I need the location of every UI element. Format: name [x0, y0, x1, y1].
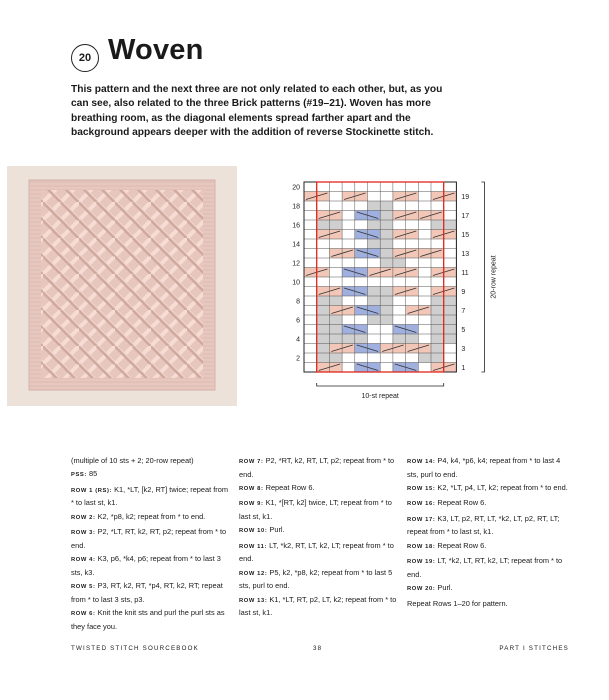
instruction-text: Purl.: [267, 525, 285, 535]
instruction-line: [239, 524, 399, 538]
row-label: ROW 16:: [407, 501, 436, 508]
instruction-text: Purl.: [435, 583, 453, 593]
instruction-text: Repeat Rows 1–20 for pattern.: [407, 598, 508, 608]
instruction-text: P5, k2, *p8, k2; repeat from * to last 5 sts, purl to end.: [239, 567, 393, 591]
chart-row-label: 3: [461, 346, 466, 354]
instruction-text: P3, RT, k2, RT, *p4, RT, k2, RT; repeat from * to last 3 sts, p3.: [71, 581, 223, 604]
chart-row-label: 7: [461, 308, 466, 316]
instructions-column-3: [407, 455, 572, 611]
row-label: ROW 3:: [71, 530, 96, 537]
row-label: ROW 15:: [407, 485, 436, 492]
chart-purl-cell: [444, 334, 457, 344]
instruction-line: [71, 468, 231, 482]
chart-purl-cell: [431, 353, 444, 363]
chart-row-label: 12: [292, 260, 300, 268]
row-label: ROW 8:: [239, 485, 264, 492]
knitted-swatch-photo: [7, 166, 237, 406]
instruction-text: K2, *p8, k2; repeat from * to end.: [95, 511, 206, 521]
chart-purl-cell: [380, 239, 393, 249]
instruction-line: [407, 598, 572, 610]
row-label: ROW 20:: [407, 586, 436, 593]
chart-purl-cell: [380, 258, 393, 268]
instruction-text: K3, LT, p2, RT, LT, *k2, LT, p2, RT, LT; repeat from * to last st, k1.: [407, 513, 560, 537]
chart-row-label: 8: [296, 298, 300, 306]
chart-purl-cell: [368, 287, 381, 297]
row-label: ROW 11:: [239, 543, 268, 550]
instruction-text: P2, *RT, k2, RT, LT, p2; repeat from * to end.: [239, 456, 395, 479]
chart-purl-cell: [393, 258, 406, 268]
chart-purl-cell: [380, 211, 393, 221]
chart-purl-cell: [431, 306, 444, 316]
footer-page-number: 38: [313, 645, 323, 652]
instruction-line: [239, 594, 399, 619]
chart-purl-cell: [368, 220, 381, 230]
chart-purl-cell: [342, 334, 355, 344]
instruction-text: Knit the knit sts and purl the purl sts as they face you.: [71, 608, 225, 631]
instruction-line: [407, 513, 572, 538]
footer-section: PART I STITCHES: [499, 645, 569, 652]
chart-row-label: 18: [292, 203, 300, 211]
instruction-text: Repeat Row 6.: [263, 482, 315, 492]
chart-purl-cell: [317, 306, 330, 316]
chart-purl-cell: [317, 220, 330, 230]
chart-purl-cell: [431, 296, 444, 306]
chart-purl-cell: [380, 315, 393, 325]
stitch-chart: [280, 174, 530, 409]
vertical-repeat-label: 20-row repeat: [490, 255, 498, 299]
instruction-text: Repeat Row 6.: [435, 498, 487, 508]
instruction-text: P4, k4, *p6, k4; repeat from * to last 4 sts, purl to end.: [407, 456, 561, 479]
chart-purl-cell: [406, 334, 419, 344]
chart-purl-cell: [317, 315, 330, 325]
chart-purl-cell: [380, 201, 393, 211]
instruction-line: [239, 455, 399, 480]
chart-purl-cell: [431, 220, 444, 230]
chart-purl-cell: [380, 220, 393, 230]
chart-purl-cell: [317, 325, 330, 335]
chart-purl-cell: [329, 334, 342, 344]
chart-row-label: 2: [296, 355, 300, 363]
row-label: ROW 1 (RS):: [71, 487, 113, 494]
instruction-line: [239, 567, 399, 592]
horizontal-repeat-bracket: [317, 383, 444, 386]
chart-purl-cell: [329, 296, 342, 306]
instruction-line: [407, 455, 572, 480]
chart-purl-cell: [380, 287, 393, 297]
row-label: ROW 12:: [239, 570, 268, 577]
chart-purl-cell: [444, 306, 457, 316]
instruction-text: K1, *LT, RT, p2, LT, k2; repeat from * to last st, k1.: [239, 594, 397, 618]
footer-book-title: TWISTED STITCH SOURCEBOOK: [71, 645, 199, 652]
instruction-text: P2, *LT, RT, k2, RT, p2; repeat from * to end.: [71, 527, 227, 550]
chart-purl-cell: [368, 201, 381, 211]
intro-paragraph: This pattern and the next three are not only related to each other, but, as you can see, also related to the three Brick patterns (#19–21). Woven has more breathing room, as the diagonal elements spread farther apart and the background appears deeper with the addition of reverse Stockinette stitch.: [71, 84, 443, 139]
row-label: ROW 18:: [407, 543, 436, 550]
instructions-column-1: [71, 455, 231, 634]
chart-purl-cell: [380, 296, 393, 306]
instruction-line: [239, 497, 399, 522]
instruction-line: [407, 555, 572, 580]
chart-row-label: 14: [292, 241, 300, 249]
row-label: ROW 2:: [71, 514, 96, 521]
chart-row-label: 4: [296, 336, 300, 344]
chart-purl-cell: [380, 249, 393, 259]
chart-purl-cell: [368, 296, 381, 306]
chart-row-label: 13: [461, 251, 470, 259]
chart-purl-cell: [444, 296, 457, 306]
chart-purl-cell: [317, 353, 330, 363]
instruction-text: Repeat Row 6.: [435, 540, 487, 550]
instruction-text: LT, *k2, LT, RT, k2, LT; repeat from * to end.: [407, 556, 563, 579]
chart-purl-cell: [317, 296, 330, 306]
instruction-line: [71, 580, 231, 605]
row-label: PSS:: [71, 472, 87, 479]
instruction-line: [407, 582, 572, 596]
instruction-line: [71, 526, 231, 551]
instruction-line: [407, 540, 572, 554]
chart-row-label: 5: [461, 327, 466, 335]
instruction-line: [239, 540, 399, 565]
chart-purl-cell: [368, 315, 381, 325]
chart-purl-cell: [329, 353, 342, 363]
chart-purl-cell: [418, 353, 431, 363]
chart-purl-cell: [431, 334, 444, 344]
horizontal-repeat-label: 10-st repeat: [361, 393, 399, 400]
chart-purl-cell: [431, 344, 444, 354]
instruction-line: [407, 497, 572, 511]
chart-row-label: 9: [461, 289, 466, 297]
instruction-text: 85: [86, 469, 98, 479]
row-label: ROW 5:: [71, 584, 96, 591]
instruction-line: [71, 607, 231, 632]
chart-row-label: 20: [292, 184, 300, 192]
chart-row-label: 6: [296, 317, 300, 325]
pattern-number-badge: 20: [71, 44, 99, 72]
chart-row-label: 10: [292, 279, 300, 287]
row-label: ROW 13:: [239, 597, 268, 604]
instruction-line: [71, 455, 231, 467]
chart-purl-cell: [317, 334, 330, 344]
instruction-text: K1, *LT, [k2, RT] twice; repeat from * to last st, k1.: [71, 484, 229, 508]
chart-purl-cell: [431, 315, 444, 325]
chart-row-label: 19: [461, 194, 470, 202]
vertical-repeat-bracket: [481, 182, 484, 372]
row-label: ROW 10:: [239, 528, 268, 535]
chart-purl-cell: [368, 239, 381, 249]
chart-row-label: 16: [292, 222, 300, 230]
instruction-line: [71, 484, 231, 509]
chart-purl-cell: [380, 230, 393, 240]
instruction-line: [407, 482, 572, 496]
chart-row-label: 17: [461, 213, 470, 221]
instruction-line: [71, 511, 231, 525]
chart-purl-cell: [444, 325, 457, 335]
chart-row-label: 15: [461, 232, 470, 240]
chart-purl-cell: [444, 220, 457, 230]
chart-purl-cell: [329, 325, 342, 335]
chart-row-label: 11: [461, 270, 469, 278]
chart-row-label: 1: [461, 365, 466, 373]
chart-purl-cell: [355, 334, 368, 344]
instruction-text: K1, *[RT, k2] twice, LT; repeat from * to last st, k1.: [239, 498, 392, 521]
instruction-line: [71, 553, 231, 578]
row-label: ROW 6:: [71, 611, 96, 618]
row-label: ROW 7:: [239, 459, 264, 465]
chart-purl-cell: [393, 334, 406, 344]
row-label: ROW 17:: [407, 516, 436, 523]
instruction-line: [239, 482, 399, 496]
chart-purl-cell: [329, 220, 342, 230]
instructions-column-2: [239, 455, 399, 621]
row-label: ROW 9:: [239, 501, 264, 508]
row-label: ROW 14:: [407, 459, 436, 465]
instruction-text: (multiple of 10 sts + 2; 20-row repeat): [71, 456, 194, 465]
instruction-text: K2, *LT, p4, LT, k2; repeat from * to end.: [435, 482, 568, 492]
chart-purl-cell: [380, 306, 393, 316]
chart-purl-cell: [329, 315, 342, 325]
instruction-text: K3, p6, *k4, p6; repeat from * to last 3 sts, k3.: [71, 554, 221, 577]
page-title: Woven: [108, 34, 204, 66]
chart-purl-cell: [444, 315, 457, 325]
chart-purl-cell: [431, 325, 444, 335]
instruction-text: LT, *k2, RT, LT, k2, LT; repeat from * to end.: [239, 540, 394, 564]
chart-purl-cell: [317, 344, 330, 354]
row-label: ROW 4:: [71, 557, 96, 564]
row-label: ROW 19:: [407, 559, 436, 566]
